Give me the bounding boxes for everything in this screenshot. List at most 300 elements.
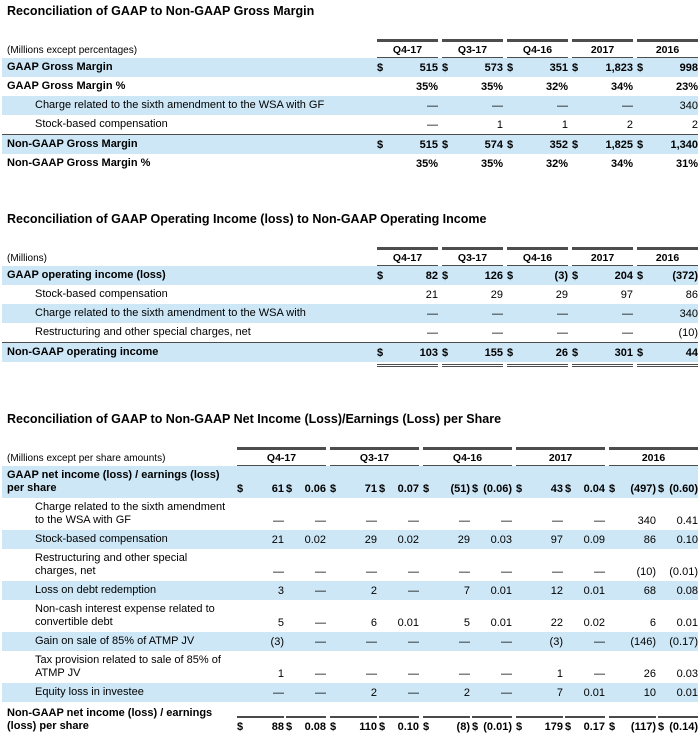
column-header: 2017 [516,447,605,466]
dollar-sign: $ [609,483,616,495]
amount-cell [237,636,284,649]
value-group [516,585,605,598]
column-header: Q4-16 [423,447,512,466]
cell-value: 515 [419,139,438,151]
per-share-cell [565,585,605,598]
value-group [516,566,605,579]
value-group [423,636,512,649]
cell-value: — [273,515,284,527]
row-label: Restructuring and other special charges, net [35,326,251,338]
cell-value: (0.01) [669,566,698,578]
column-header: 2016 [637,39,698,58]
value-group [237,687,326,700]
value-group [637,81,698,94]
value-group [442,270,503,283]
per-share-cell [379,687,419,700]
value-group [609,515,698,528]
value-group [609,483,698,496]
per-share-cell [472,636,512,649]
amount-cell [423,566,470,579]
value-group [330,687,419,700]
dollar-sign: $ [442,270,449,282]
value-group [572,81,633,94]
cell-value: 1 [496,119,503,131]
cell-value: — [594,515,605,527]
double-rule-segment [507,364,568,371]
value-group [237,515,326,528]
dollar-sign: $ [423,483,430,495]
cell-value: — [622,308,633,320]
gross-margin-title: Reconciliation of GAAP to Non-GAAP Gross Margin [7,4,315,18]
per-share-cell [472,566,512,579]
value-group [330,668,419,681]
per-share-cell [379,617,419,630]
per-share-cell [565,617,605,630]
table-header-row [2,39,698,58]
unit-label: (Millions except percentages) [7,45,138,56]
column-header: Q4-17 [377,247,438,266]
row-label: Non-GAAP Gross Margin [7,138,138,150]
cell-value: (3) [270,636,284,648]
dollar-sign: $ [507,62,514,74]
cell-value: — [501,668,512,680]
cell-value: 0.01 [583,585,605,597]
value-group [442,139,503,152]
cell-value: — [273,687,284,699]
cell-value: — [557,308,568,320]
cell-value: 340 [679,100,698,112]
cell-value: 68 [643,585,656,597]
per-share-cell [658,668,698,681]
value-group [572,347,633,360]
cell-value: (8) [456,721,470,733]
value-group [609,617,698,630]
dollar-sign: $ [507,347,514,359]
cell-value: 340 [637,515,656,527]
value-group [377,289,438,302]
value-group [637,100,698,113]
table-row [2,632,698,651]
value-group [637,139,698,152]
cell-value: 32% [545,81,568,93]
table-row [2,58,698,77]
value-group [637,270,698,283]
amount-cell [423,668,470,681]
cell-value: 204 [614,270,633,282]
column-header: Q4-16 [507,247,568,266]
value-group [516,617,605,630]
amount-cell [330,716,377,734]
cell-value: 0.03 [490,534,512,546]
column-header: Q4-17 [237,447,326,466]
table-row [2,323,698,342]
value-group [423,483,512,496]
cell-value: — [408,636,419,648]
amount-cell [237,585,284,598]
value-group [442,347,503,360]
value-group [572,270,633,283]
row-label: Charge related to the sixth amendment to the WSA with GF [35,501,226,526]
table-header-row [2,447,698,466]
per-share-cell [379,483,419,496]
value-group [442,158,503,171]
cell-value: 0.01 [676,687,698,699]
value-group [516,515,605,528]
value-group [637,347,698,360]
cell-value: 351 [549,62,568,74]
cell-value: 0.08 [304,721,326,733]
per-share-cell [658,566,698,579]
amount-cell [609,566,656,579]
value-group [572,158,633,171]
dollar-sign: $ [237,721,244,733]
dollar-sign: $ [442,347,449,359]
cell-value: 22 [550,617,563,629]
cell-value: (117) [630,721,656,733]
amount-cell [516,716,563,734]
cell-value: — [366,566,377,578]
row-label: Stock-based compensation [35,533,168,545]
amount-cell [516,687,563,700]
column-header: Q3-17 [442,39,503,58]
total-double-rule [2,364,698,371]
per-share-cell [472,716,512,734]
value-group [609,636,698,649]
per-share-cell [379,636,419,649]
cell-value: 23% [675,81,698,93]
cell-value: 0.10 [676,534,698,546]
gross-margin-section [2,4,698,173]
value-group [507,158,568,171]
row-label: Loss on debt redemption [35,584,157,596]
amount-cell [330,668,377,681]
per-share-cell [286,585,326,598]
dollar-sign: $ [516,721,523,733]
cell-value: 7 [556,687,563,699]
cell-value: — [501,687,512,699]
amount-cell [516,585,563,598]
cell-value: 82 [425,270,438,282]
cell-value: (497) [630,483,656,495]
cell-value: 97 [620,289,633,301]
dollar-sign: $ [442,62,449,74]
row-label: GAAP Gross Margin [7,61,113,73]
cell-value: — [459,566,470,578]
value-group [377,139,438,152]
table-row [2,154,698,173]
value-group [572,327,633,340]
cell-value: 35% [415,158,438,170]
per-share-cell [379,534,419,547]
cell-value: 32% [545,158,568,170]
row-label: Charge related to the sixth amendment to the WSA with [35,307,306,319]
amount-cell [516,515,563,528]
cell-value: 2 [370,687,377,699]
cell-value: 301 [614,347,633,359]
dollar-sign: $ [507,139,514,151]
value-group [572,308,633,321]
value-group [516,687,605,700]
value-group [609,534,698,547]
cell-value: 0.09 [583,534,605,546]
cell-value: — [594,668,605,680]
value-group [637,62,698,75]
row-label: Non-GAAP operating income [7,346,159,358]
row-label: GAAP net income (loss) / earnings (loss) per share [7,469,220,494]
cell-value: 29 [490,289,503,301]
cell-value: — [273,566,284,578]
value-group [507,327,568,340]
double-rule-segment [442,364,503,371]
cell-value: 6 [370,617,377,629]
table-row [2,77,698,96]
cell-value: (146) [630,636,656,648]
value-group [237,716,326,734]
amount-cell [330,687,377,700]
amount-cell [423,636,470,649]
amount-cell [330,566,377,579]
cell-value: — [459,668,470,680]
cell-value: — [427,119,438,131]
dollar-sign: $ [658,483,665,495]
value-group [423,534,512,547]
per-share-cell [472,668,512,681]
per-share-cell [472,534,512,547]
value-group [637,158,698,171]
cell-value: 515 [419,62,438,74]
per-share-cell [286,534,326,547]
per-share-cell [472,617,512,630]
table-row [2,498,698,530]
amount-cell [609,534,656,547]
value-group [572,119,633,132]
table-row [2,285,698,304]
value-group [237,617,326,630]
value-group [377,62,438,75]
column-header: Q3-17 [442,247,503,266]
cell-value: (0.14) [669,721,698,733]
cell-value: — [492,327,503,339]
table-row [2,134,698,154]
value-group [609,687,698,700]
value-group [423,617,512,630]
value-group [423,566,512,579]
amount-cell [516,617,563,630]
cell-value: (372) [672,270,698,282]
cell-value: — [366,515,377,527]
cell-value: 340 [679,308,698,320]
per-share-cell [472,483,512,496]
table-row [2,651,698,683]
value-group [377,119,438,132]
cell-value: 86 [643,534,656,546]
value-group [507,100,568,113]
row-label: Stock-based compensation [35,118,168,130]
net-income-eps-table [2,447,698,736]
value-group [377,270,438,283]
value-group [507,270,568,283]
dollar-sign: $ [377,139,384,151]
amount-cell [516,566,563,579]
dollar-sign: $ [572,270,579,282]
table-row [2,704,698,736]
cell-value: — [501,515,512,527]
cell-value: — [622,327,633,339]
cell-value: — [315,617,326,629]
value-group [377,100,438,113]
value-group [423,687,512,700]
cell-value: 110 [359,721,377,733]
cell-value: 0.06 [304,483,326,495]
cell-value: 12 [550,585,563,597]
cell-value: 31% [675,158,698,170]
value-group [330,617,419,630]
cell-value: 2 [463,687,470,699]
value-group [507,347,568,360]
row-label: Restructuring and other special charges, net [35,552,188,577]
cell-value: 0.01 [583,687,605,699]
cell-value: 0.08 [676,585,698,597]
double-rule-segment [377,364,438,371]
cell-value: — [594,566,605,578]
per-share-cell [286,483,326,496]
cell-value: (10) [636,566,656,578]
value-group [516,636,605,649]
column-header: 2017 [572,39,633,58]
amount-cell [516,483,563,496]
cell-value: — [427,308,438,320]
cell-value: 2 [370,585,377,597]
row-label: Non-GAAP net income (loss) / earnings (loss) per share [7,707,213,732]
rule-spacer [2,364,373,371]
per-share-cell [658,617,698,630]
cell-value: 1 [561,119,568,131]
dollar-sign: $ [507,270,514,282]
value-group [609,585,698,598]
amount-cell [237,668,284,681]
cell-value: 0.41 [676,515,698,527]
cell-value: — [315,636,326,648]
cell-value: 1 [277,668,284,680]
value-group [330,566,419,579]
section-gap [2,173,698,212]
cell-value: (0.17) [669,636,698,648]
value-group [609,566,698,579]
per-share-cell [565,483,605,496]
cell-value: — [315,687,326,699]
value-group [237,636,326,649]
value-group [423,668,512,681]
amount-cell [423,687,470,700]
value-group [330,585,419,598]
amount-cell [423,585,470,598]
cell-value: 71 [364,483,377,495]
per-share-cell [379,668,419,681]
amount-cell [330,585,377,598]
value-group [377,158,438,171]
amount-cell [609,636,656,649]
per-share-cell [658,585,698,598]
cell-value: 5 [463,617,470,629]
row-label: Tax provision related to sale of 85% of ATMP JV [35,654,221,679]
table-row [2,342,698,362]
row-label: Non-GAAP Gross Margin % [7,157,151,169]
cell-value: — [501,566,512,578]
operating-income-table [2,247,698,371]
cell-value: 998 [679,62,698,74]
per-share-cell [286,636,326,649]
column-header: Q4-16 [507,39,568,58]
amount-cell [330,515,377,528]
value-group [637,327,698,340]
per-share-cell [286,687,326,700]
per-share-cell [565,687,605,700]
cell-value: — [622,100,633,112]
cell-value: 0.04 [583,483,605,495]
value-group [377,81,438,94]
table-row [2,115,698,134]
cell-value: 29 [364,534,377,546]
per-share-cell [565,636,605,649]
per-share-cell [658,716,698,734]
cell-value: 0.01 [490,617,512,629]
per-share-cell [286,515,326,528]
dollar-sign: $ [572,139,579,151]
cell-value: — [557,327,568,339]
per-share-cell [658,483,698,496]
cell-value: — [315,566,326,578]
amount-cell [237,617,284,630]
unit-label: (Millions) [7,253,47,264]
column-header: 2016 [637,247,698,266]
value-group [423,515,512,528]
operating-income-title: Reconciliation of GAAP Operating Income (loss) to Non-GAAP Operating Income [7,212,487,226]
amount-cell [609,716,656,734]
table-row [2,96,698,115]
value-group [237,483,326,496]
cell-value: 2 [626,119,633,131]
value-group [237,534,326,547]
per-share-cell [286,716,326,734]
dollar-sign: $ [637,139,644,151]
cell-value: 34% [610,158,633,170]
cell-value: 0.01 [676,617,698,629]
value-group [377,347,438,360]
per-share-cell [379,515,419,528]
per-share-cell [565,534,605,547]
dollar-sign: $ [565,721,572,733]
cell-value: 0.10 [397,721,419,733]
dollar-sign: $ [286,721,293,733]
cell-value: 126 [484,270,503,282]
cell-value: 6 [649,617,656,629]
dollar-sign: $ [516,483,523,495]
dollar-sign: $ [637,62,644,74]
table-row [2,600,698,632]
dollar-sign: $ [237,483,244,495]
column-header: Q3-17 [330,447,419,466]
value-group [572,289,633,302]
double-rule-segment [572,364,633,371]
cell-value: 43 [550,483,563,495]
cell-value: 34% [610,81,633,93]
value-group [507,289,568,302]
cell-value: 0.17 [583,721,605,733]
amount-cell [609,687,656,700]
amount-cell [423,483,470,496]
cell-value: 0.01 [490,585,512,597]
dollar-sign: $ [637,347,644,359]
